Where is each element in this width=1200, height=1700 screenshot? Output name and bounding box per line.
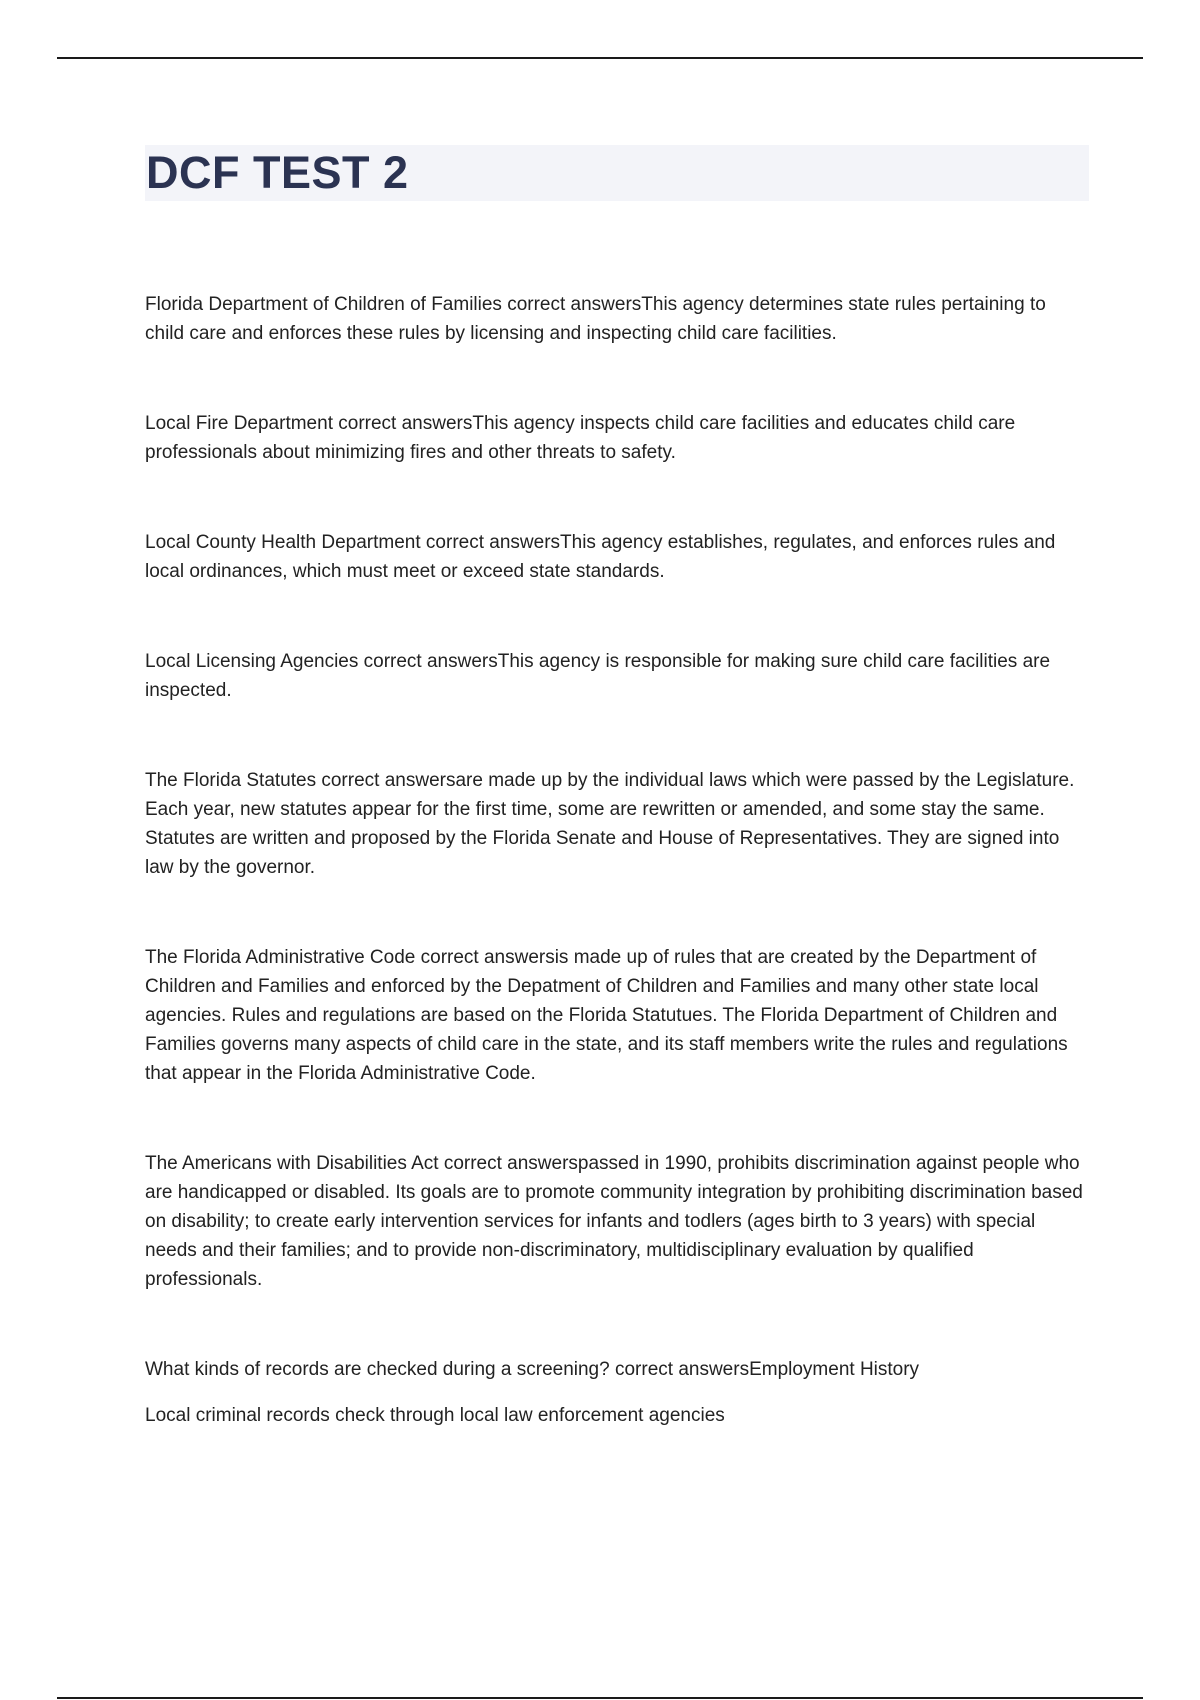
entry-local-licensing-agencies: Local Licensing Agencies correct answersThis agency is responsible for making sure child care facilities are inspected.	[145, 651, 1051, 701]
entry-local-fire-department: Local Fire Department correct answersThis agency inspects child care facilities and educates child care professionals about minimizing fires and other threats to safety.	[145, 413, 1016, 463]
header-rule	[57, 57, 1143, 59]
page-title: DCF TEST 2	[146, 147, 409, 198]
entry-florida-statutes: The Florida Statutes correct answersare made up by the individual laws which were passed by the Legislature. Each year, new statutes appear for the first time, some are rewritten or amended, and some stay the same. Statutes are written and proposed by the Florida Senate and House of Representatives. They are signed into law by the governor.	[145, 770, 1075, 878]
entry-florida-administrative-code: The Florida Administrative Code correct answersis made up of rules that are created by the Department of Children and Families and enforced by the Depatment of Children and Families and many other state local agencies. Rules and regulations are based on the Florida Statutues. The Florida Department of Children and Families governs many aspects of child care in the state, and its staff members write the rules and regulations that appear in the Florida Administrative Code.	[145, 947, 1068, 1084]
entry-florida-dcf: Florida Department of Children of Families correct answersThis agency determines state rules pertaining to child care and enforces these rules by licensing and inspecting child care facilities.	[145, 294, 1046, 344]
entry-screening-records-continuation: Local criminal records check through local law enforcement agencies	[145, 1405, 725, 1426]
document-body	[145, 290, 1089, 1430]
entry-screening-records: What kinds of records are checked during a screening? correct answersEmployment History	[145, 1359, 920, 1380]
footer-rule	[57, 1697, 1143, 1699]
entry-local-county-health-department: Local County Health Department correct answersThis agency establishes, regulates, and enforces rules and local ordinances, which must meet or exceed state standards.	[145, 532, 1056, 582]
entry-americans-with-disabilities-act: The Americans with Disabilities Act correct answerspassed in 1990, prohibits discrimination against people who are handicapped or disabled. Its goals are to promote community integration by prohibiting discrimination based on disability; to create early intervention services for infants and todlers (ages birth to 3 years) with special needs and their families; and to provide non-discriminatory, multidisciplinary evaluation by qualified professionals.	[145, 1153, 1083, 1290]
